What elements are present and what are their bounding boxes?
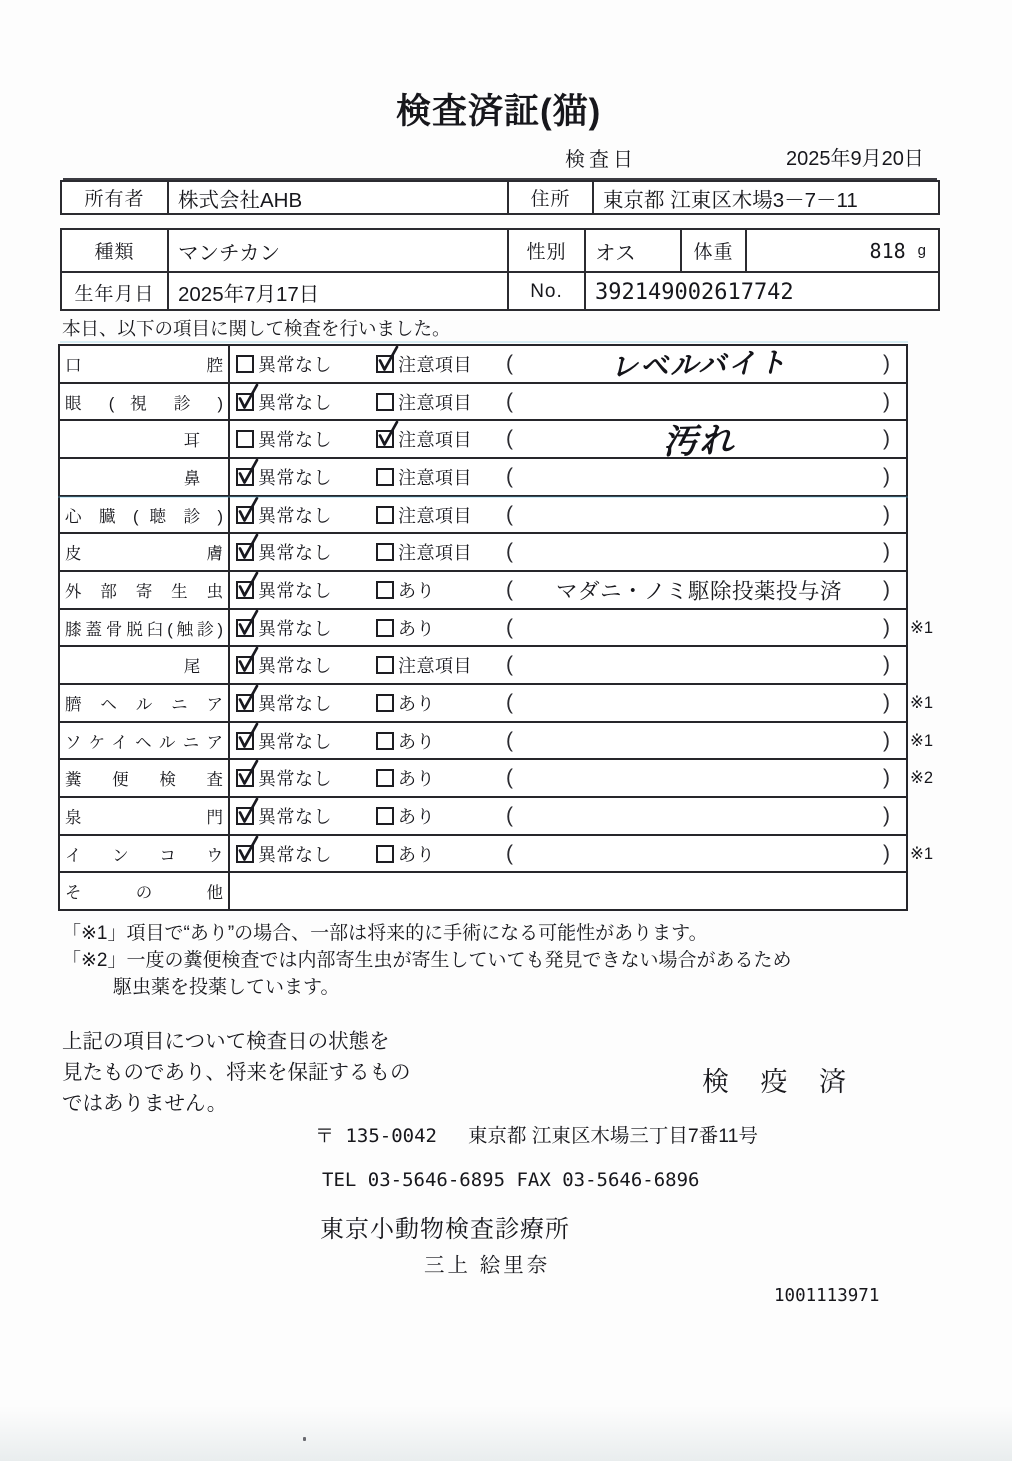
check-mark-icon (234, 721, 261, 752)
no-label-cell (507, 273, 584, 311)
checkbox-opt1-checked[interactable] (236, 656, 254, 674)
item-content (230, 760, 906, 796)
option-no-abnormality (236, 803, 332, 829)
footnote-2-continued: 駆虫薬を投薬しています。 (113, 977, 340, 998)
item-label: 外 部 寄 生 虫 (60, 572, 230, 608)
checkbox-opt1-checked[interactable] (236, 769, 254, 787)
footnote-1: 「※1」項目で“あり”の場合、一部は将来的に手術になる可能性があります。 (62, 923, 708, 944)
veterinarian-name: 三上 絵里奈 (424, 1254, 551, 1277)
check-mark-icon (234, 683, 261, 714)
address-value-cell (592, 182, 940, 213)
checkbox-opt2-checked[interactable] (376, 430, 394, 448)
inspection-row-6 (60, 532, 906, 570)
sex-value-cell (584, 230, 680, 271)
item-content (230, 798, 906, 834)
item-content (230, 723, 906, 759)
option-label: 注意項目 (398, 505, 472, 526)
check-mark-icon (234, 796, 261, 827)
option-label: 異常なし (258, 693, 332, 714)
check-mark-icon (234, 495, 261, 526)
check-mark-icon (234, 382, 261, 413)
option-label: 注意項目 (398, 467, 472, 488)
item-label: 皮 膚 (60, 534, 230, 570)
option-no-abnormality (236, 690, 332, 716)
option-label: 注意項目 (398, 392, 472, 413)
option-no-abnormality (236, 615, 332, 641)
owner-table (60, 180, 940, 215)
inspection-date-label: 検査日 (565, 149, 637, 171)
item-label: ソケイヘルニア (60, 723, 230, 759)
disclaimer-line-3: ではありません。 (62, 1092, 228, 1115)
handwritten-note: 汚れ (662, 421, 736, 462)
checkbox-opt1[interactable] (236, 430, 254, 448)
option-label: 異常なし (258, 392, 332, 413)
postal-code: 〒 135-0042 (315, 1125, 437, 1147)
inspection-row-4 (60, 457, 906, 495)
option-no-abnormality (236, 577, 332, 603)
footnote-ref: ※1 (910, 618, 934, 637)
option-label: 異常なし (258, 543, 332, 564)
item-content (230, 421, 906, 462)
paren-open: ( (506, 427, 513, 451)
checkbox-opt2[interactable] (376, 393, 394, 411)
item-content (230, 534, 906, 570)
checkbox-opt2[interactable] (376, 845, 394, 863)
item-content (230, 346, 906, 382)
option-attention (376, 389, 472, 415)
option-label: 注意項目 (398, 430, 472, 451)
option-label: 注意項目 (398, 354, 472, 375)
option-label: あり (398, 806, 435, 827)
option-attention (376, 765, 435, 791)
inspection-row-5 (60, 495, 906, 533)
weight-label-cell (680, 230, 745, 271)
option-no-abnormality (236, 728, 332, 754)
option-no-abnormality (236, 351, 332, 377)
clinic-address: 東京都 江東区木場三丁目7番11号 (468, 1125, 759, 1147)
check-mark-icon (234, 834, 261, 865)
owner-label: 所有者 (84, 189, 145, 210)
quarantine-stamp: 検 疫 済 (702, 1067, 859, 1097)
option-attention (376, 690, 435, 716)
printed-note: マダニ・ノミ駆除投薬投与済 (555, 579, 842, 604)
paren-close: ) (883, 577, 890, 601)
breed-label: 種類 (94, 242, 135, 263)
inspection-row-15 (60, 871, 906, 909)
check-mark-icon (234, 645, 261, 676)
option-attention (376, 652, 472, 678)
inspection-row-1 (60, 346, 906, 382)
item-label: 心 臓 ( 聴 診 ) (60, 497, 230, 533)
inspection-intro: 本日、以下の項目に関して検査を行いました。 (62, 318, 451, 339)
checkbox-opt1-checked[interactable] (236, 506, 254, 524)
option-no-abnormality (236, 502, 332, 528)
inspection-row-3 (60, 419, 906, 462)
scan-edge (0, 1406, 1012, 1461)
option-label: 注意項目 (398, 656, 472, 677)
no-value: 392149002617742 (595, 279, 794, 305)
inspection-row-11 (60, 721, 934, 759)
option-label: 異常なし (258, 806, 332, 827)
checkbox-opt2[interactable] (376, 543, 394, 561)
paren-open: ( (506, 653, 513, 677)
checkbox-opt1[interactable] (236, 355, 254, 373)
paren-close: ) (883, 540, 890, 564)
option-attention (376, 426, 472, 452)
birth-label: 生年月日 (74, 283, 155, 305)
item-label: そ の 他 (60, 873, 230, 909)
checkbox-opt2-checked[interactable] (376, 355, 394, 373)
checkbox-opt1-checked[interactable] (236, 732, 254, 750)
inspection-row-12 (60, 758, 934, 796)
sex-label: 性別 (526, 242, 567, 263)
item-label: 眼 ( 視 診 ) (60, 384, 230, 420)
option-label: あり (398, 580, 435, 601)
checkbox-opt2[interactable] (376, 807, 394, 825)
paren-open: ( (506, 690, 513, 714)
paren-close: ) (883, 464, 890, 488)
option-attention (376, 841, 435, 867)
breed-label-cell (62, 230, 167, 271)
option-label: 異常なし (258, 354, 332, 375)
option-attention (376, 728, 435, 754)
option-attention (376, 803, 435, 829)
tel-fax: TEL 03-5646-6895 FAX 03-5646-6896 (322, 1169, 700, 1191)
item-content (230, 497, 906, 533)
checkbox-opt1-checked[interactable] (236, 619, 254, 637)
paren-close: ) (883, 615, 890, 639)
paren-open: ( (506, 803, 513, 827)
paren-open: ( (506, 577, 513, 601)
paren-close: ) (883, 427, 890, 451)
weight-value: 818 (869, 238, 906, 263)
checkbox-opt2[interactable] (376, 619, 394, 637)
check-mark-icon (234, 758, 261, 789)
item-content (230, 572, 906, 608)
option-attention (376, 539, 472, 565)
checkbox-opt2[interactable] (376, 581, 394, 599)
option-no-abnormality (236, 426, 332, 452)
sex-value: オス (595, 241, 636, 265)
inspection-row-9 (60, 645, 906, 683)
option-label: 異常なし (258, 505, 332, 526)
option-attention (376, 502, 472, 528)
checkbox-opt1-checked[interactable] (236, 807, 254, 825)
no-label: No. (530, 281, 563, 302)
paren-close: ) (883, 766, 890, 790)
option-attention (376, 351, 472, 377)
option-label: あり (398, 769, 435, 790)
checkbox-opt2[interactable] (376, 769, 394, 787)
paren-close: ) (883, 728, 890, 752)
item-content (230, 647, 906, 683)
disclaimer-line-2: 見たものであり、将来を保証するもの (62, 1061, 411, 1084)
paren-close: ) (883, 841, 890, 865)
option-label: 異常なし (258, 769, 332, 790)
owner-value: 株式会社AHB (178, 188, 303, 212)
checkbox-opt1-checked[interactable] (236, 581, 254, 599)
paren-close: ) (883, 389, 890, 413)
item-label: 鼻 (60, 459, 230, 495)
item-label: 泉 門 (60, 798, 230, 834)
option-label: 異常なし (258, 467, 332, 488)
checkbox-opt2[interactable] (376, 656, 394, 674)
paren-close: ) (883, 803, 890, 827)
checkbox-opt1-checked[interactable] (236, 468, 254, 486)
paren-open: ( (506, 540, 513, 564)
inspection-table (58, 344, 934, 911)
item-content (230, 873, 906, 909)
owner-label-cell (62, 182, 167, 213)
check-mark-icon (234, 608, 261, 639)
inspection-row-10 (60, 683, 934, 721)
item-label: 臍 ヘ ル ニ ア (60, 685, 230, 721)
item-label: 膝蓋骨脱臼(触診) (60, 610, 230, 646)
serial-number: 1001113971 (774, 1286, 880, 1306)
footnote-ref: ※1 (910, 844, 934, 863)
checkbox-opt2[interactable] (376, 468, 394, 486)
paren-open: ( (506, 728, 513, 752)
inspection-row-13 (60, 796, 906, 834)
option-no-abnormality (236, 765, 332, 791)
weight-value-cell (745, 230, 940, 271)
option-no-abnormality (236, 539, 332, 565)
option-attention (376, 615, 435, 641)
birth-value: 2025年7月17日 (178, 283, 320, 306)
breed-value: マンチカン (178, 241, 281, 265)
checkbox-opt1-checked[interactable] (236, 393, 254, 411)
check-mark-icon (234, 532, 261, 563)
item-label: 耳 (60, 421, 230, 457)
paren-open: ( (506, 766, 513, 790)
address-label-cell (507, 182, 592, 213)
option-label: 異常なし (258, 656, 332, 677)
option-attention (376, 464, 472, 490)
animal-row-1 (62, 230, 938, 271)
option-no-abnormality (236, 464, 332, 490)
check-mark-icon (374, 344, 401, 375)
disclaimer (62, 1026, 411, 1119)
breed-value-cell (167, 230, 507, 271)
paren-close: ) (883, 653, 890, 677)
paren-close: ) (883, 502, 890, 526)
scan-speck (303, 1437, 306, 1441)
paren-open: ( (506, 841, 513, 865)
checkbox-opt1-checked[interactable] (236, 543, 254, 561)
item-content (230, 459, 906, 495)
option-label: 異常なし (258, 618, 332, 639)
option-label: 異常なし (258, 844, 332, 865)
sex-label-cell (507, 230, 584, 271)
item-content (230, 836, 906, 872)
address-value: 東京都 江東区木場3－7－11 (603, 188, 858, 212)
checkbox-opt2[interactable] (376, 732, 394, 750)
checkbox-opt2[interactable] (376, 694, 394, 712)
inspection-date-value: 2025年9月20日 (786, 148, 924, 170)
option-label: あり (398, 618, 435, 639)
option-label: あり (398, 693, 435, 714)
footnote-ref: ※1 (910, 731, 934, 750)
item-label: イ ン コ ウ (60, 836, 230, 872)
option-no-abnormality (236, 652, 332, 678)
checkbox-opt1-checked[interactable] (236, 694, 254, 712)
paren-close: ) (883, 690, 890, 714)
clinic-name: 東京小動物検査診療所 (320, 1216, 570, 1243)
option-label: 異常なし (258, 731, 332, 752)
birth-label-cell (62, 273, 167, 311)
footnote-2: 「※2」一度の糞便検査では内部寄生虫が寄生していても発見できない場合があるため (62, 950, 792, 971)
page-title: 検査済証(猫) (396, 92, 602, 131)
inspection-row-14 (60, 834, 934, 872)
check-mark-icon (234, 457, 261, 488)
paren-open: ( (506, 502, 513, 526)
weight-unit: g (917, 242, 926, 259)
animal-row-2 (62, 271, 938, 311)
disclaimer-line-1: 上記の項目について検査日の状態を (62, 1030, 390, 1053)
option-label: 注意項目 (398, 543, 472, 564)
option-label: あり (398, 844, 435, 865)
option-label: 異常なし (258, 430, 332, 451)
item-content (230, 685, 906, 721)
option-label: あり (398, 731, 435, 752)
checkbox-opt2[interactable] (376, 506, 394, 524)
address-label: 住所 (530, 189, 571, 210)
paren-open: ( (506, 389, 513, 413)
check-mark-icon (234, 570, 261, 601)
animal-table (60, 228, 940, 311)
footnote-ref: ※2 (910, 769, 934, 788)
item-content (230, 610, 906, 646)
item-label: 口 腔 (60, 346, 230, 382)
check-mark-icon (374, 419, 401, 450)
option-label: 異常なし (258, 580, 332, 601)
weight-label: 体重 (693, 242, 734, 263)
option-attention (376, 577, 435, 603)
paren-open: ( (506, 351, 513, 375)
inspection-row-8 (60, 608, 934, 646)
paren-open: ( (506, 464, 513, 488)
item-label: 尾 (60, 647, 230, 683)
item-label: 糞 便 検 査 (60, 760, 230, 796)
inspection-row-7 (60, 570, 906, 608)
footnote-ref: ※1 (910, 693, 934, 712)
owner-value-cell (167, 182, 507, 213)
option-no-abnormality (236, 389, 332, 415)
handwritten-note: レベルバイト (609, 346, 789, 383)
paren-close: ) (883, 351, 890, 375)
option-no-abnormality (236, 841, 332, 867)
birth-value-cell (167, 273, 507, 311)
checkbox-opt1-checked[interactable] (236, 845, 254, 863)
paren-open: ( (506, 615, 513, 639)
no-value-cell (584, 273, 940, 311)
